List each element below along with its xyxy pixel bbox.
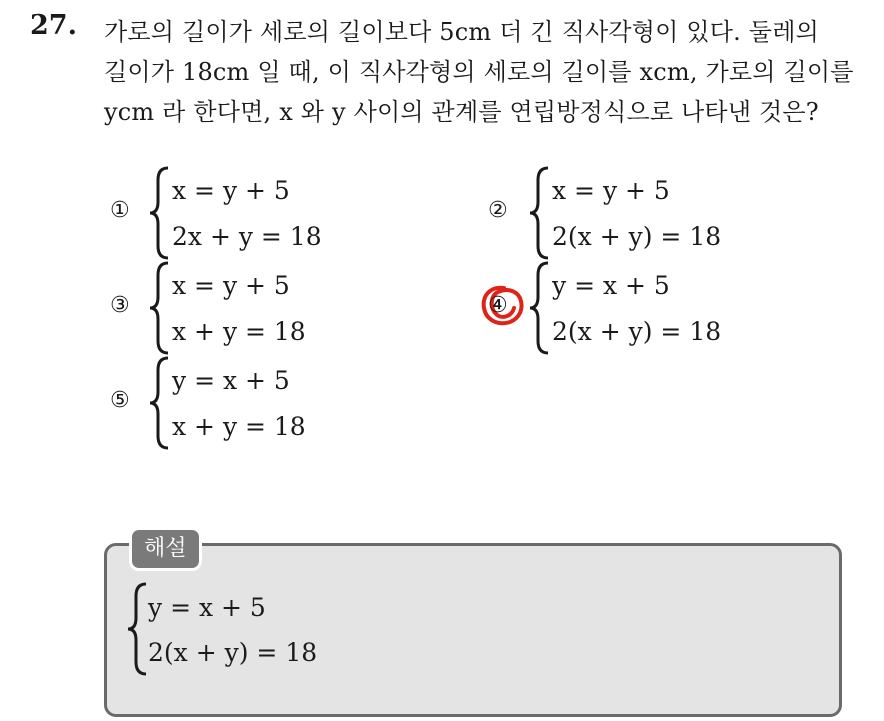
equation-1: x = y + 5 [172, 271, 290, 300]
choice-number: ④ [488, 293, 508, 318]
equation-2: 2x + y = 18 [172, 222, 322, 251]
equation-1: y = x + 5 [172, 366, 290, 395]
left-brace-icon [528, 166, 552, 260]
solution-tag: 해설 [129, 527, 202, 571]
solution-equation-1: y = x + 5 [148, 593, 266, 622]
question-text-line-2: 길이가 18cm 일 때, 이 직사각형의 세로의 길이를 xcm, 가로의 길이를 [104, 58, 854, 86]
left-brace-icon [126, 582, 150, 676]
choice-number: ② [488, 198, 508, 223]
equation-2: x + y = 18 [172, 317, 306, 346]
question-number: 27. [30, 10, 77, 41]
equation-2: 2(x + y) = 18 [552, 222, 722, 251]
choice-number: ① [110, 198, 130, 223]
choice-number: ⑤ [110, 388, 130, 413]
left-brace-icon [148, 261, 172, 355]
left-brace-icon [148, 356, 172, 450]
equation-2: x + y = 18 [172, 412, 306, 441]
question-text-line-3: ycm 라 한다면, x 와 y 사이의 관계를 연립방정식으로 나타낸 것은? [104, 98, 819, 126]
solution-box [104, 543, 842, 717]
choice-number: ③ [110, 293, 130, 318]
solution-equation-2: 2(x + y) = 18 [148, 638, 318, 667]
left-brace-icon [528, 261, 552, 355]
question-text-line-1: 가로의 길이가 세로의 길이보다 5cm 더 긴 직사각형이 있다. 둘레의 [104, 18, 819, 46]
left-brace-icon [148, 166, 172, 260]
equation-2: 2(x + y) = 18 [552, 317, 722, 346]
equation-1: y = x + 5 [552, 271, 670, 300]
equation-1: x = y + 5 [552, 176, 670, 205]
equation-1: x = y + 5 [172, 176, 290, 205]
